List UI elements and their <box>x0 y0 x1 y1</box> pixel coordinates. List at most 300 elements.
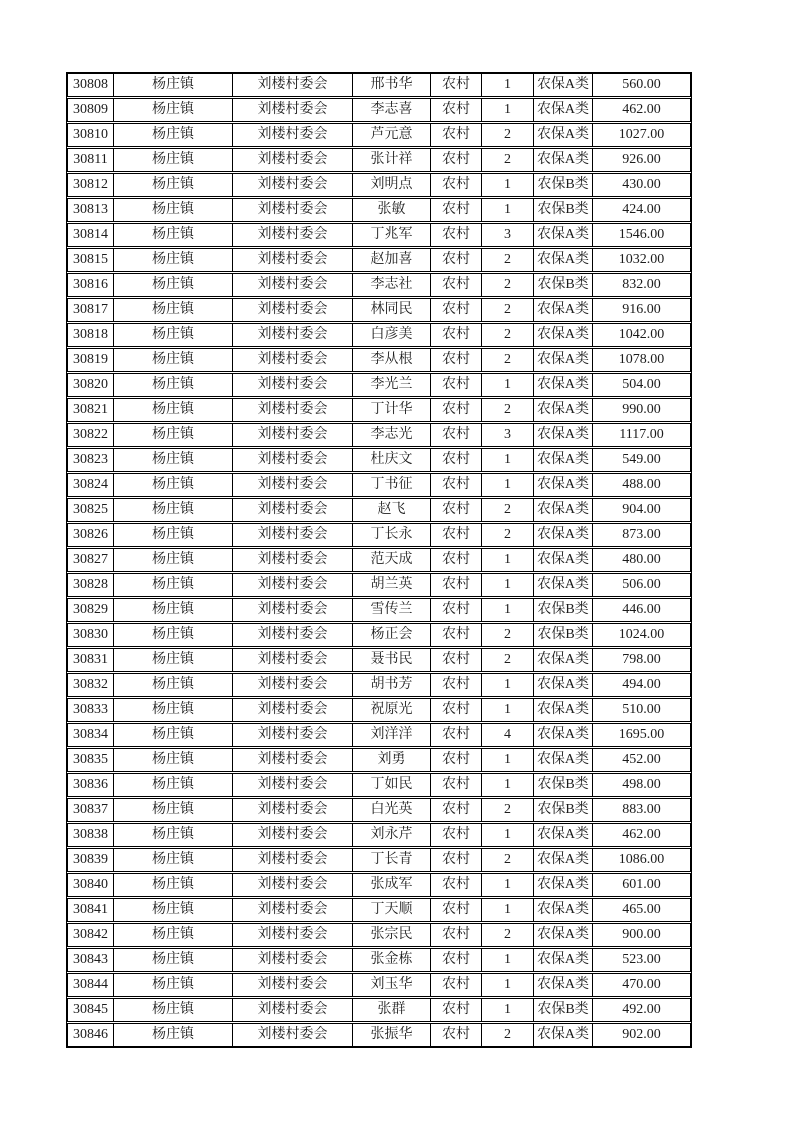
record-id-cell: 30835 <box>67 748 114 772</box>
town-cell: 杨庄镇 <box>114 748 233 772</box>
person-count-cell: 2 <box>482 123 534 147</box>
village-committee-cell: 刘楼村委会 <box>233 148 353 172</box>
person-count-cell: 1 <box>482 973 534 997</box>
village-committee-cell: 刘楼村委会 <box>233 373 353 397</box>
record-id-cell: 30827 <box>67 548 114 572</box>
town-cell: 杨庄镇 <box>114 298 233 322</box>
village-committee-cell: 刘楼村委会 <box>233 73 353 97</box>
insurance-type-cell: 农保A类 <box>534 648 593 672</box>
person-name-cell: 刘明点 <box>353 173 431 197</box>
village-committee-cell: 刘楼村委会 <box>233 448 353 472</box>
insurance-type-cell: 农保A类 <box>534 523 593 547</box>
town-cell: 杨庄镇 <box>114 623 233 647</box>
table-row <box>67 798 691 822</box>
person-name-cell: 杜庆文 <box>353 448 431 472</box>
table-row <box>67 673 691 697</box>
table-row <box>67 873 691 897</box>
village-committee-cell: 刘楼村委会 <box>233 898 353 922</box>
amount-cell: 832.00 <box>593 273 691 297</box>
table-row <box>67 698 691 722</box>
category-cell: 农村 <box>431 198 482 222</box>
record-id-cell: 30828 <box>67 573 114 597</box>
insurance-type-cell: 农保A类 <box>534 873 593 897</box>
table-row <box>67 173 691 197</box>
village-committee-cell: 刘楼村委会 <box>233 173 353 197</box>
person-name-cell: 丁天顺 <box>353 898 431 922</box>
table-row <box>67 823 691 847</box>
category-cell: 农村 <box>431 848 482 872</box>
amount-cell: 480.00 <box>593 548 691 572</box>
village-committee-cell: 刘楼村委会 <box>233 498 353 522</box>
person-name-cell: 张计祥 <box>353 148 431 172</box>
insurance-type-cell: 农保B类 <box>534 173 593 197</box>
amount-cell: 601.00 <box>593 873 691 897</box>
category-cell: 农村 <box>431 648 482 672</box>
person-count-cell: 2 <box>482 323 534 347</box>
category-cell: 农村 <box>431 423 482 447</box>
table-row <box>67 298 691 322</box>
record-id-cell: 30819 <box>67 348 114 372</box>
person-count-cell: 1 <box>482 823 534 847</box>
insurance-type-cell: 农保A类 <box>534 148 593 172</box>
amount-cell: 1086.00 <box>593 848 691 872</box>
amount-cell: 1027.00 <box>593 123 691 147</box>
category-cell: 农村 <box>431 723 482 747</box>
person-name-cell: 李光兰 <box>353 373 431 397</box>
amount-cell: 873.00 <box>593 523 691 547</box>
record-id-cell: 30823 <box>67 448 114 472</box>
record-id-cell: 30811 <box>67 148 114 172</box>
record-id-cell: 30829 <box>67 598 114 622</box>
person-count-cell: 2 <box>482 923 534 947</box>
village-committee-cell: 刘楼村委会 <box>233 123 353 147</box>
person-count-cell: 3 <box>482 423 534 447</box>
record-id-cell: 30833 <box>67 698 114 722</box>
village-committee-cell: 刘楼村委会 <box>233 548 353 572</box>
amount-cell: 990.00 <box>593 398 691 422</box>
town-cell: 杨庄镇 <box>114 598 233 622</box>
person-count-cell: 1 <box>482 73 534 97</box>
person-count-cell: 2 <box>482 798 534 822</box>
person-count-cell: 3 <box>482 223 534 247</box>
person-count-cell: 1 <box>482 98 534 122</box>
person-count-cell: 2 <box>482 398 534 422</box>
insurance-type-cell: 农保A类 <box>534 73 593 97</box>
category-cell: 农村 <box>431 148 482 172</box>
category-cell: 农村 <box>431 798 482 822</box>
category-cell: 农村 <box>431 948 482 972</box>
town-cell: 杨庄镇 <box>114 523 233 547</box>
village-committee-cell: 刘楼村委会 <box>233 748 353 772</box>
village-committee-cell: 刘楼村委会 <box>233 98 353 122</box>
person-count-cell: 1 <box>482 998 534 1022</box>
person-count-cell: 2 <box>482 648 534 672</box>
person-name-cell: 胡书芳 <box>353 673 431 697</box>
category-cell: 农村 <box>431 448 482 472</box>
person-name-cell: 李志光 <box>353 423 431 447</box>
person-count-cell: 1 <box>482 198 534 222</box>
amount-cell: 446.00 <box>593 598 691 622</box>
record-id-cell: 30812 <box>67 173 114 197</box>
record-id-cell: 30834 <box>67 723 114 747</box>
record-id-cell: 30838 <box>67 823 114 847</box>
person-count-cell: 1 <box>482 373 534 397</box>
person-name-cell: 邢书华 <box>353 73 431 97</box>
amount-cell: 1078.00 <box>593 348 691 372</box>
amount-cell: 494.00 <box>593 673 691 697</box>
insurance-type-cell: 农保B类 <box>534 998 593 1022</box>
amount-cell: 902.00 <box>593 1023 691 1047</box>
insurance-type-cell: 农保A类 <box>534 898 593 922</box>
table-row <box>67 948 691 972</box>
person-name-cell: 白光英 <box>353 798 431 822</box>
town-cell: 杨庄镇 <box>114 323 233 347</box>
person-name-cell: 丁长永 <box>353 523 431 547</box>
person-name-cell: 张振华 <box>353 1023 431 1047</box>
record-id-cell: 30816 <box>67 273 114 297</box>
insurance-type-cell: 农保A类 <box>534 473 593 497</box>
village-committee-cell: 刘楼村委会 <box>233 623 353 647</box>
insurance-type-cell: 农保A类 <box>534 848 593 872</box>
town-cell: 杨庄镇 <box>114 348 233 372</box>
village-committee-cell: 刘楼村委会 <box>233 223 353 247</box>
village-committee-cell: 刘楼村委会 <box>233 823 353 847</box>
person-name-cell: 祝原光 <box>353 698 431 722</box>
town-cell: 杨庄镇 <box>114 848 233 872</box>
person-name-cell: 刘洋洋 <box>353 723 431 747</box>
town-cell: 杨庄镇 <box>114 873 233 897</box>
category-cell: 农村 <box>431 73 482 97</box>
table-row <box>67 223 691 247</box>
table-row <box>67 273 691 297</box>
record-id-cell: 30837 <box>67 798 114 822</box>
village-committee-cell: 刘楼村委会 <box>233 298 353 322</box>
table-row <box>67 773 691 797</box>
insurance-type-cell: 农保A类 <box>534 723 593 747</box>
amount-cell: 1042.00 <box>593 323 691 347</box>
category-cell: 农村 <box>431 473 482 497</box>
village-committee-cell: 刘楼村委会 <box>233 998 353 1022</box>
town-cell: 杨庄镇 <box>114 673 233 697</box>
table-row <box>67 348 691 372</box>
table-row <box>67 498 691 522</box>
record-id-cell: 30839 <box>67 848 114 872</box>
insurance-type-cell: 农保A类 <box>534 823 593 847</box>
village-committee-cell: 刘楼村委会 <box>233 248 353 272</box>
person-count-cell: 2 <box>482 298 534 322</box>
record-id-cell: 30814 <box>67 223 114 247</box>
category-cell: 农村 <box>431 573 482 597</box>
table-row <box>67 748 691 772</box>
category-cell: 农村 <box>431 523 482 547</box>
town-cell: 杨庄镇 <box>114 823 233 847</box>
person-name-cell: 丁书征 <box>353 473 431 497</box>
table-row <box>67 848 691 872</box>
town-cell: 杨庄镇 <box>114 1023 233 1047</box>
town-cell: 杨庄镇 <box>114 223 233 247</box>
village-committee-cell: 刘楼村委会 <box>233 473 353 497</box>
amount-cell: 798.00 <box>593 648 691 672</box>
table-row <box>67 123 691 147</box>
amount-cell: 926.00 <box>593 148 691 172</box>
category-cell: 农村 <box>431 773 482 797</box>
table-row <box>67 598 691 622</box>
person-count-cell: 1 <box>482 948 534 972</box>
town-cell: 杨庄镇 <box>114 798 233 822</box>
village-committee-cell: 刘楼村委会 <box>233 198 353 222</box>
amount-cell: 430.00 <box>593 173 691 197</box>
amount-cell: 424.00 <box>593 198 691 222</box>
record-id-cell: 30821 <box>67 398 114 422</box>
person-count-cell: 2 <box>482 848 534 872</box>
town-cell: 杨庄镇 <box>114 123 233 147</box>
amount-cell: 1024.00 <box>593 623 691 647</box>
table-row <box>67 723 691 747</box>
record-id-cell: 30843 <box>67 948 114 972</box>
amount-cell: 498.00 <box>593 773 691 797</box>
village-committee-cell: 刘楼村委会 <box>233 923 353 947</box>
category-cell: 农村 <box>431 323 482 347</box>
insurance-type-cell: 农保A类 <box>534 248 593 272</box>
insurance-type-cell: 农保A类 <box>534 748 593 772</box>
category-cell: 农村 <box>431 548 482 572</box>
category-cell: 农村 <box>431 598 482 622</box>
table-row <box>67 523 691 547</box>
town-cell: 杨庄镇 <box>114 898 233 922</box>
amount-cell: 560.00 <box>593 73 691 97</box>
category-cell: 农村 <box>431 223 482 247</box>
person-name-cell: 张宗民 <box>353 923 431 947</box>
table-row <box>67 398 691 422</box>
payment-roster-table <box>66 72 692 1048</box>
insurance-type-cell: 农保A类 <box>534 398 593 422</box>
amount-cell: 900.00 <box>593 923 691 947</box>
village-committee-cell: 刘楼村委会 <box>233 523 353 547</box>
person-name-cell: 丁兆军 <box>353 223 431 247</box>
category-cell: 农村 <box>431 748 482 772</box>
person-name-cell: 刘勇 <box>353 748 431 772</box>
person-name-cell: 范天成 <box>353 548 431 572</box>
amount-cell: 462.00 <box>593 98 691 122</box>
table-row <box>67 923 691 947</box>
table-row <box>67 473 691 497</box>
person-name-cell: 丁计华 <box>353 398 431 422</box>
person-name-cell: 张金栋 <box>353 948 431 972</box>
insurance-type-cell: 农保A类 <box>534 348 593 372</box>
table-row <box>67 198 691 222</box>
person-count-cell: 1 <box>482 898 534 922</box>
person-count-cell: 1 <box>482 573 534 597</box>
category-cell: 农村 <box>431 248 482 272</box>
person-count-cell: 1 <box>482 473 534 497</box>
village-committee-cell: 刘楼村委会 <box>233 573 353 597</box>
table-row <box>67 423 691 447</box>
insurance-type-cell: 农保B类 <box>534 198 593 222</box>
record-id-cell: 30844 <box>67 973 114 997</box>
table-row <box>67 248 691 272</box>
insurance-type-cell: 农保B类 <box>534 623 593 647</box>
category-cell: 农村 <box>431 923 482 947</box>
record-id-cell: 30818 <box>67 323 114 347</box>
person-name-cell: 李志喜 <box>353 98 431 122</box>
person-count-cell: 1 <box>482 173 534 197</box>
record-id-cell: 30809 <box>67 98 114 122</box>
record-id-cell: 30824 <box>67 473 114 497</box>
town-cell: 杨庄镇 <box>114 198 233 222</box>
village-committee-cell: 刘楼村委会 <box>233 273 353 297</box>
village-committee-cell: 刘楼村委会 <box>233 873 353 897</box>
village-committee-cell: 刘楼村委会 <box>233 348 353 372</box>
town-cell: 杨庄镇 <box>114 273 233 297</box>
amount-cell: 504.00 <box>593 373 691 397</box>
category-cell: 农村 <box>431 998 482 1022</box>
record-id-cell: 30846 <box>67 1023 114 1047</box>
person-name-cell: 张成军 <box>353 873 431 897</box>
table-row <box>67 98 691 122</box>
village-committee-cell: 刘楼村委会 <box>233 723 353 747</box>
person-count-cell: 2 <box>482 348 534 372</box>
insurance-type-cell: 农保A类 <box>534 323 593 347</box>
category-cell: 农村 <box>431 348 482 372</box>
village-committee-cell: 刘楼村委会 <box>233 598 353 622</box>
person-name-cell: 赵飞 <box>353 498 431 522</box>
town-cell: 杨庄镇 <box>114 998 233 1022</box>
person-name-cell: 刘玉华 <box>353 973 431 997</box>
town-cell: 杨庄镇 <box>114 473 233 497</box>
person-name-cell: 李从根 <box>353 348 431 372</box>
village-committee-cell: 刘楼村委会 <box>233 323 353 347</box>
record-id-cell: 30813 <box>67 198 114 222</box>
category-cell: 农村 <box>431 698 482 722</box>
town-cell: 杨庄镇 <box>114 398 233 422</box>
insurance-type-cell: 农保A类 <box>534 1023 593 1047</box>
town-cell: 杨庄镇 <box>114 373 233 397</box>
category-cell: 农村 <box>431 1023 482 1047</box>
person-count-cell: 1 <box>482 673 534 697</box>
category-cell: 农村 <box>431 373 482 397</box>
person-count-cell: 2 <box>482 523 534 547</box>
village-committee-cell: 刘楼村委会 <box>233 948 353 972</box>
town-cell: 杨庄镇 <box>114 173 233 197</box>
person-count-cell: 1 <box>482 773 534 797</box>
village-committee-cell: 刘楼村委会 <box>233 398 353 422</box>
person-name-cell: 杨正会 <box>353 623 431 647</box>
person-count-cell: 2 <box>482 1023 534 1047</box>
village-committee-cell: 刘楼村委会 <box>233 773 353 797</box>
table-row <box>67 623 691 647</box>
village-committee-cell: 刘楼村委会 <box>233 1023 353 1047</box>
category-cell: 农村 <box>431 623 482 647</box>
insurance-type-cell: 农保B类 <box>534 598 593 622</box>
town-cell: 杨庄镇 <box>114 548 233 572</box>
table-row <box>67 898 691 922</box>
record-id-cell: 30836 <box>67 773 114 797</box>
insurance-type-cell: 农保A类 <box>534 423 593 447</box>
table-row <box>67 373 691 397</box>
record-id-cell: 30810 <box>67 123 114 147</box>
category-cell: 农村 <box>431 823 482 847</box>
town-cell: 杨庄镇 <box>114 148 233 172</box>
table-row <box>67 148 691 172</box>
insurance-type-cell: 农保A类 <box>534 548 593 572</box>
amount-cell: 549.00 <box>593 448 691 472</box>
table-row <box>67 973 691 997</box>
insurance-type-cell: 农保A类 <box>534 223 593 247</box>
category-cell: 农村 <box>431 173 482 197</box>
insurance-type-cell: 农保B类 <box>534 773 593 797</box>
person-name-cell: 胡兰英 <box>353 573 431 597</box>
table-row <box>67 73 691 97</box>
village-committee-cell: 刘楼村委会 <box>233 973 353 997</box>
insurance-type-cell: 农保A类 <box>534 98 593 122</box>
amount-cell: 1695.00 <box>593 723 691 747</box>
person-name-cell: 丁长青 <box>353 848 431 872</box>
person-name-cell: 刘永芹 <box>353 823 431 847</box>
village-committee-cell: 刘楼村委会 <box>233 698 353 722</box>
person-name-cell: 丁如民 <box>353 773 431 797</box>
insurance-type-cell: 农保A类 <box>534 498 593 522</box>
person-name-cell: 赵加喜 <box>353 248 431 272</box>
village-committee-cell: 刘楼村委会 <box>233 648 353 672</box>
insurance-type-cell: 农保A类 <box>534 698 593 722</box>
record-id-cell: 30831 <box>67 648 114 672</box>
amount-cell: 904.00 <box>593 498 691 522</box>
insurance-type-cell: 农保A类 <box>534 573 593 597</box>
person-count-cell: 2 <box>482 248 534 272</box>
record-id-cell: 30808 <box>67 73 114 97</box>
category-cell: 农村 <box>431 298 482 322</box>
person-count-cell: 1 <box>482 548 534 572</box>
record-id-cell: 30825 <box>67 498 114 522</box>
amount-cell: 462.00 <box>593 823 691 847</box>
person-count-cell: 2 <box>482 498 534 522</box>
village-committee-cell: 刘楼村委会 <box>233 673 353 697</box>
record-id-cell: 30817 <box>67 298 114 322</box>
person-name-cell: 李志社 <box>353 273 431 297</box>
person-name-cell: 芦元意 <box>353 123 431 147</box>
table-row <box>67 573 691 597</box>
amount-cell: 452.00 <box>593 748 691 772</box>
person-name-cell: 张群 <box>353 998 431 1022</box>
amount-cell: 1032.00 <box>593 248 691 272</box>
amount-cell: 488.00 <box>593 473 691 497</box>
amount-cell: 506.00 <box>593 573 691 597</box>
amount-cell: 470.00 <box>593 973 691 997</box>
category-cell: 农村 <box>431 273 482 297</box>
amount-cell: 465.00 <box>593 898 691 922</box>
insurance-type-cell: 农保A类 <box>534 923 593 947</box>
table-row <box>67 323 691 347</box>
record-id-cell: 30830 <box>67 623 114 647</box>
town-cell: 杨庄镇 <box>114 723 233 747</box>
person-count-cell: 4 <box>482 723 534 747</box>
table-row <box>67 998 691 1022</box>
category-cell: 农村 <box>431 873 482 897</box>
category-cell: 农村 <box>431 673 482 697</box>
person-count-cell: 1 <box>482 448 534 472</box>
table-row <box>67 448 691 472</box>
amount-cell: 916.00 <box>593 298 691 322</box>
table-row <box>67 1023 691 1047</box>
record-id-cell: 30842 <box>67 923 114 947</box>
category-cell: 农村 <box>431 398 482 422</box>
person-count-cell: 1 <box>482 698 534 722</box>
category-cell: 农村 <box>431 898 482 922</box>
table-row <box>67 648 691 672</box>
insurance-type-cell: 农保A类 <box>534 448 593 472</box>
category-cell: 农村 <box>431 98 482 122</box>
insurance-type-cell: 农保B类 <box>534 798 593 822</box>
